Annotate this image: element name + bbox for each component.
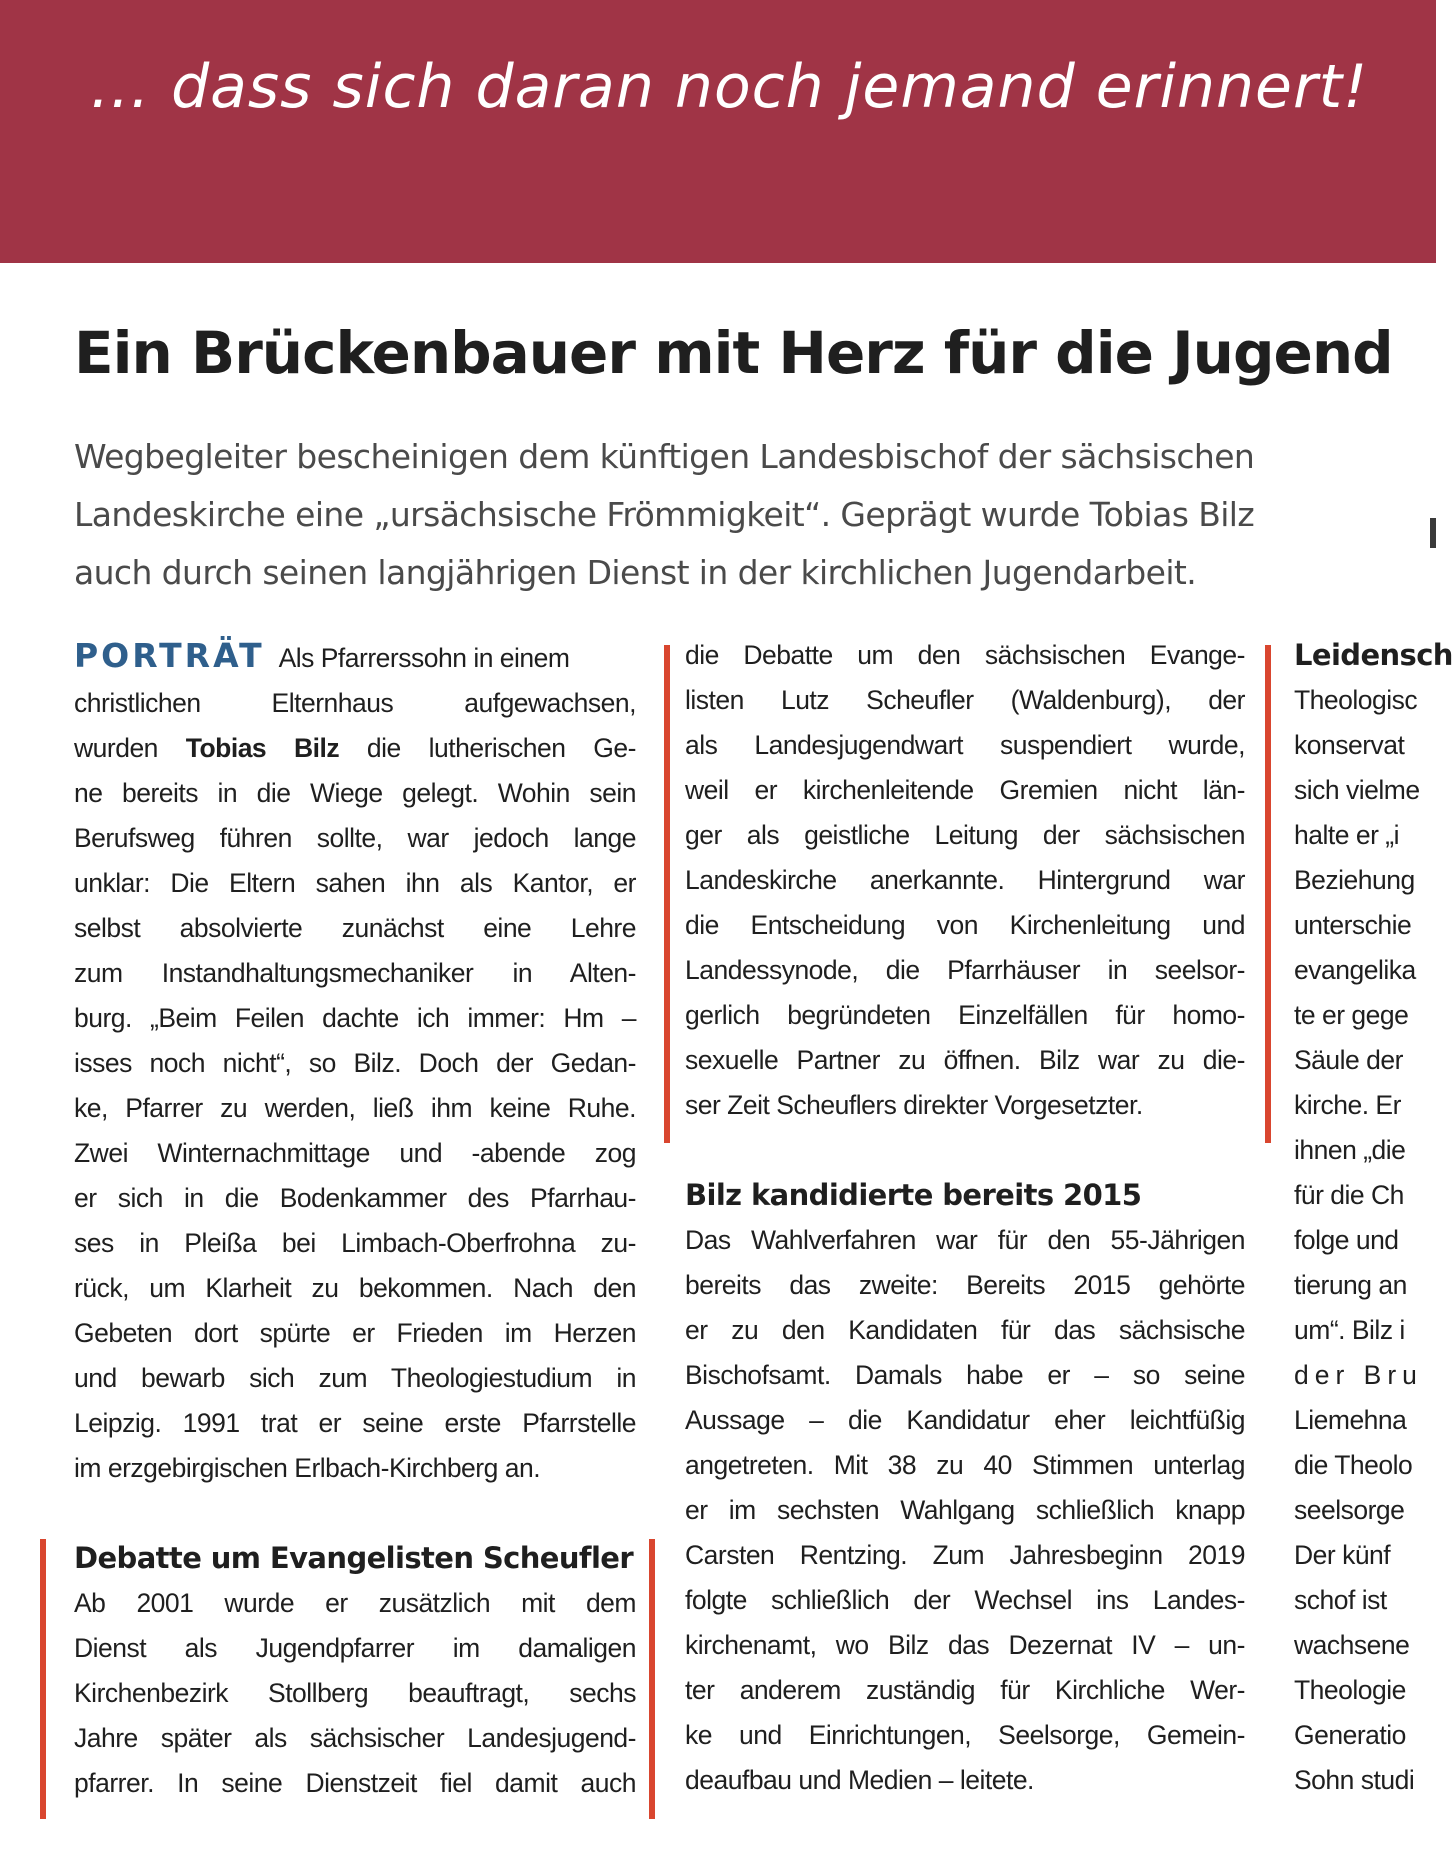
body-line: Zwei Winternachmittage und -abende zog <box>74 1138 636 1168</box>
body-line: wachsene <box>1294 1630 1410 1660</box>
spacer <box>74 1491 636 1536</box>
body-line: isses noch nicht“, so Bilz. Doch der Gedan- <box>74 1048 636 1078</box>
body-line: ter anderem zuständig für Kirchliche Wer- <box>685 1675 1245 1705</box>
deck-line: Landeskirche eine „ursächsische Frömmigkeit“. Geprägt wurde Tobias Bilz <box>74 495 1255 534</box>
body-line: Beziehung <box>1294 865 1415 895</box>
body-line: Jahre später als sächsischer Landesjugend- <box>74 1723 636 1753</box>
body-line: als Landesjugendwart suspendiert wurde, <box>685 730 1245 760</box>
section-subheading: Bilz kandidierte bereits 2015 <box>685 1178 1142 1212</box>
accent-rule <box>40 1539 46 1819</box>
article-column-2 <box>685 633 1245 1803</box>
body-line: er sich in die Bodenkammer des Pfarrhau- <box>74 1183 636 1213</box>
deck-line: Wegbegleiter bescheinigen dem künftigen Landesbischof der sächsischen <box>74 437 1255 476</box>
body-line: ser Zeit Scheuflers direkter Vorgesetzter. <box>685 1090 1143 1120</box>
person-name: Tobias Bilz <box>185 733 340 763</box>
article-column-1 <box>74 633 636 1806</box>
section-rubric: PORTRÄT <box>74 636 265 675</box>
body-line: Theologie <box>1294 1675 1406 1705</box>
body-line: listen Lutz Scheufler (Waldenburg), der <box>685 685 1245 715</box>
body-line: christlichen Elternhaus aufgewachsen, <box>74 688 636 718</box>
banner-tagline: … dass sich daran noch jemand erinnert! <box>90 52 1369 122</box>
body-line: seelsorge <box>1294 1495 1405 1525</box>
body-line: deaufbau und Medien – leitete. <box>685 1765 1034 1795</box>
accent-rule <box>649 1539 655 1819</box>
body-line: unterschie <box>1294 910 1412 940</box>
body-line: schof ist <box>1294 1585 1387 1615</box>
body-line: konservat <box>1294 730 1405 760</box>
body-line: die Theolo <box>1294 1450 1413 1480</box>
body-line: rück, um Klarheit zu bekommen. Nach den <box>74 1273 636 1303</box>
body-line: Der künf <box>1294 1540 1391 1570</box>
body-text: wurden <box>74 733 186 763</box>
body-line: unklar: Die Eltern sahen ihn als Kantor, er <box>74 868 636 898</box>
body-line: ses in Pleißa bei Limbach-Oberfrohna zu- <box>74 1228 636 1258</box>
body-line: zum Instandhaltungsmechaniker in Alten- <box>74 958 636 988</box>
body-line: pfarrer. In seine Dienstzeit fiel damit auch <box>74 1768 636 1798</box>
body-line: der Bru <box>1294 1360 1423 1390</box>
article-headline: Ein Brückenbauer mit Herz für die Jugend <box>74 319 1393 387</box>
body-line: Aussage – die Kandidatur eher leichtfüßig <box>685 1405 1245 1435</box>
body-line: ihnen „die <box>1294 1135 1406 1165</box>
body-line: kirchenamt, wo Bilz das Dezernat IV – un- <box>685 1630 1245 1660</box>
body-line: Kirchenbezirk Stollberg beauftragt, sechs <box>74 1678 636 1708</box>
body-line: kirche. Er <box>1294 1090 1401 1120</box>
section-subheading: Debatte um Evangelisten Scheufler <box>74 1541 634 1575</box>
body-line: tierung an <box>1294 1270 1407 1300</box>
body-text: die lutherischen Ge- <box>339 733 636 763</box>
body-line: ke, Pfarrer zu werden, ließ ihm keine Ruhe. <box>74 1093 636 1123</box>
body-line: Leipzig. 1991 trat er seine erste Pfarrstelle <box>74 1408 636 1438</box>
body-line: selbst absolvierte zunächst eine Lehre <box>74 913 636 943</box>
body-line: für die Ch <box>1294 1180 1404 1210</box>
body-line: burg. „Beim Feilen dachte ich immer: Hm – <box>74 1003 636 1033</box>
body-line: Das Wahlverfahren war für den 55-Jährigen <box>685 1225 1245 1255</box>
body-line: te er gege <box>1294 1000 1409 1030</box>
body-line: Sohn studi <box>1294 1765 1415 1795</box>
body-line: ke und Einrichtungen, Seelsorge, Gemein- <box>685 1720 1245 1750</box>
body-line: die Debatte um den sächsischen Evange- <box>685 640 1245 670</box>
body-line: folge und <box>1294 1225 1399 1255</box>
body-line: weil er kirchenleitende Gremien nicht län- <box>685 775 1245 805</box>
body-line: im erzgebirgischen Erlbach-Kirchberg an. <box>74 1453 541 1483</box>
body-line: Berufsweg führen sollte, war jedoch lange <box>74 823 636 853</box>
body-line: evangelika <box>1294 955 1416 985</box>
body-line: Säule der <box>1294 1045 1403 1075</box>
body-line: angetreten. Mit 38 zu 40 Stimmen unterlag <box>685 1450 1245 1480</box>
body-line: er im sechsten Wahlgang schließlich knapp <box>685 1495 1245 1525</box>
article-deck <box>74 428 1274 602</box>
body-line: Dienst als Jugendpfarrer im damaligen <box>74 1633 636 1663</box>
body-line: halte er „i <box>1294 820 1399 850</box>
body-line: Ab 2001 wurde er zusätzlich mit dem <box>74 1588 636 1618</box>
body-line: und bewarb sich zum Theologiestudium in <box>74 1363 636 1393</box>
body-line: Liemehna <box>1294 1405 1407 1435</box>
body-line: folgte schließlich der Wechsel ins Landes- <box>685 1585 1245 1615</box>
body-line: sich vielme <box>1294 775 1420 805</box>
article-column-3 <box>1294 633 1453 1803</box>
body-line: gerlich begründeten Einzelfällen für homo- <box>685 1000 1245 1030</box>
body-line: Gebeten dort spürte er Frieden im Herzen <box>74 1318 636 1348</box>
body-line <box>74 633 636 681</box>
body-line: bereits das zweite: Bereits 2015 gehörte <box>685 1270 1245 1300</box>
body-line: er zu den Kandidaten für das sächsische <box>685 1315 1245 1345</box>
accent-rule <box>1265 645 1271 1143</box>
section-subheading: Leidensch <box>1294 638 1453 672</box>
body-text: Als Pfarrerssohn in einem <box>278 643 570 673</box>
body-line: Bischofsamt. Damals habe er – so seine <box>685 1360 1245 1390</box>
header-banner <box>0 0 1436 263</box>
body-line: Carsten Rentzing. Zum Jahresbeginn 2019 <box>685 1540 1245 1570</box>
body-line: Landeskirche anerkannte. Hintergrund war <box>685 865 1245 895</box>
body-line: um“. Bilz i <box>1294 1315 1405 1345</box>
body-line: Generatio <box>1294 1720 1406 1750</box>
body-line: die Entscheidung von Kirchenleitung und <box>685 910 1245 940</box>
body-line: Theologisc <box>1294 685 1418 715</box>
accent-rule <box>664 645 670 1143</box>
body-line: ne bereits in die Wiege gelegt. Wohin sein <box>74 778 636 808</box>
body-line <box>74 726 636 771</box>
deck-line: auch durch seinen langjährigen Dienst in der kirchlichen Jugendarbeit. <box>74 553 1197 592</box>
body-line: Landessynode, die Pfarrhäuser in seelsor- <box>685 955 1245 985</box>
spacer <box>685 1128 1245 1173</box>
body-line: sexuelle Partner zu öffnen. Bilz war zu die- <box>685 1045 1245 1075</box>
edge-marker <box>1430 518 1436 548</box>
body-line: ger als geistliche Leitung der sächsischen <box>685 820 1245 850</box>
